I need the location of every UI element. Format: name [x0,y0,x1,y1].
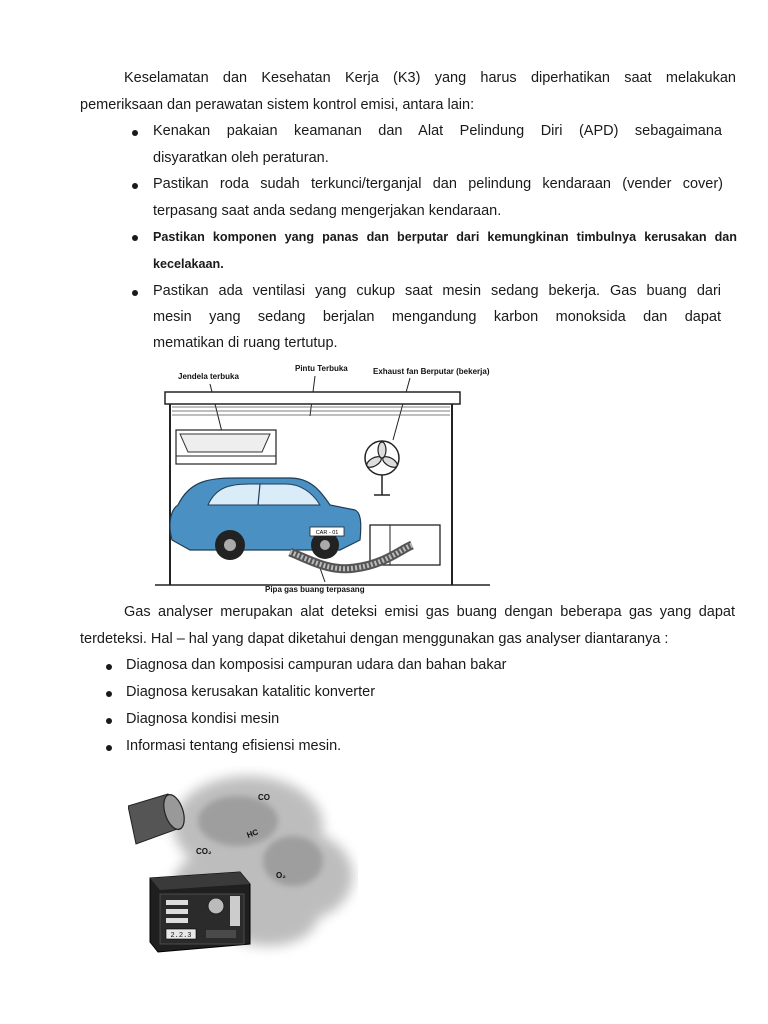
k3-item-line: Kenakan pakaian keamanan dan Alat Pelindung Diri (APD) sebagaimana [153,123,722,139]
k3-item-line: Pastikan komponen yang panas dan berputar dari kemungkinan timbulnya kerusakan dan [153,230,737,244]
analyser-item-text: Diagnosa kerusakan katalitic konverter [126,684,376,700]
display-readout: 2.2.3 [170,932,192,940]
analyser-item-text: Diagnosa dan komposisi campuran udara dan bahan bakar [126,657,507,673]
label-door: Pintu Terbuka [295,364,348,373]
bullet-icon [132,235,138,241]
plate-text: CAR - 01 [315,530,339,536]
gas-co2-label: CO₂ [196,847,212,856]
analyser-intro-line-1: Gas analyser merupakan alat deteksi emisi gas buang dengan beberapa gas yang dapat [124,604,735,620]
intro-line-1: Keselamatan dan Kesehatan Kerja (K3) yang harus diperhatikan saat melakukan [124,70,736,86]
label-pipe: Pipa gas buang terpasang [265,585,365,594]
k3-item-line: Pastikan roda sudah terkunci/terganjal dan pelindung kendaraan (vender cover) [153,176,723,192]
intro-line-2: pemeriksaan dan perawatan sistem kontrol emisi, antara lain: [80,97,475,113]
analyser-item-text: Informasi tentang efisiensi mesin. [126,738,342,754]
bullet-icon [106,745,112,751]
k3-item-line: disyaratkan oleh peraturan. [153,150,329,166]
gas-analyser-drawing [128,766,358,961]
bullet-icon [132,130,138,136]
analyser-item-text: Diagnosa kondisi mesin [126,711,280,727]
gas-o2-label: O₂ [276,871,286,880]
bullet-icon [106,691,112,697]
k3-item-line: mematikan di ruang tertutup. [153,335,338,351]
k3-item-line: kecelakaan. [153,257,224,271]
gas-co-label: CO [258,793,270,802]
label-window: Jendela terbuka [178,372,239,381]
k3-item-line: terpasang saat anda sedang mengerjakan kendaraan. [153,203,502,219]
bullet-icon [106,664,112,670]
gas-hc-label: HC [245,827,260,840]
garage-ventilation-figure [150,360,495,600]
garage-drawing [150,360,495,600]
k3-item-line: mesin yang sedang berjalan mengandung karbon monoksida dan dapat [153,309,721,325]
bullet-icon [132,290,138,296]
bullet-icon [106,718,112,724]
k3-item-line: Pastikan ada ventilasi yang cukup saat mesin sedang bekerja. Gas buang dari [153,283,721,299]
gas-analyser-figure [128,766,358,961]
analyser-intro-line-2: terdeteksi. Hal – hal yang dapat diketahui dengan menggunakan gas analyser diantaranya : [80,631,669,647]
bullet-icon [132,183,138,189]
label-fan: Exhaust fan Berputar (bekerja) [373,367,490,376]
